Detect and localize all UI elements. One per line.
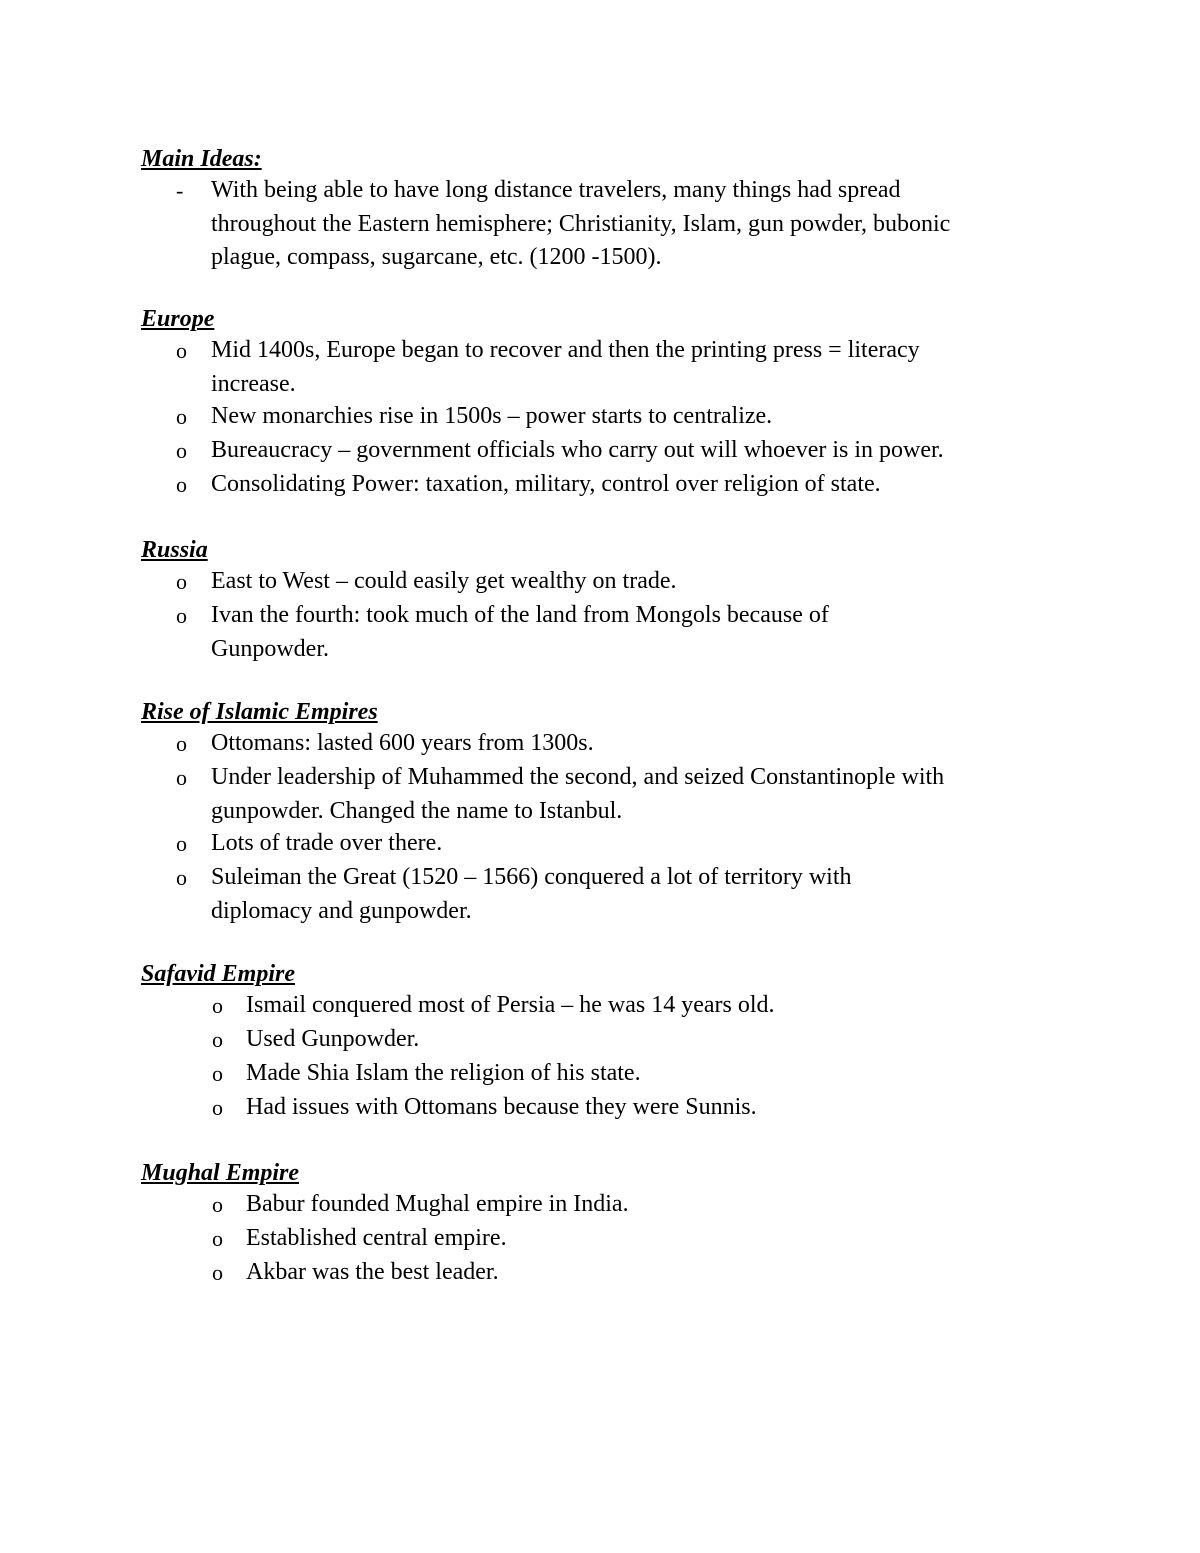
list-item (211, 334, 920, 401)
circle-bullet: o (176, 765, 187, 790)
list-item (246, 989, 775, 1023)
list-item (211, 565, 677, 599)
list-item (211, 861, 852, 928)
circle-bullet: o (212, 1226, 223, 1251)
list-item (211, 599, 829, 666)
circle-bullet: o (212, 1027, 223, 1052)
text-line: Suleiman the Great (1520 – 1566) conquered a lot of territory with (211, 864, 852, 890)
mughal-empire-heading: Mughal Empire (141, 1160, 300, 1186)
circle-bullet: o (176, 831, 187, 856)
circle-bullet: o (176, 731, 187, 756)
text-line: Lots of trade over there. (211, 830, 443, 856)
text-line: Babur founded Mughal empire in India. (246, 1191, 629, 1217)
text-line: Made Shia Islam the religion of his state. (246, 1060, 641, 1086)
circle-bullet: o (176, 472, 187, 497)
text-line: Under leadership of Muhammed the second, and seized Constantinople with (211, 764, 945, 790)
text-line: Bureaucracy – government officials who carry out will whoever is in power. (211, 437, 944, 463)
text-line: throughout the Eastern hemisphere; Christianity, Islam, gun powder, bubonic (211, 210, 951, 237)
text-line: Ismail conquered most of Persia – he was 14 years old. (246, 992, 775, 1018)
safavid-empire-heading: Safavid Empire (141, 961, 295, 987)
circle-bullet: o (176, 438, 187, 463)
text-line: East to West – could easily get wealthy on trade. (211, 568, 677, 594)
list-item (211, 434, 944, 468)
text-line: Ivan the fourth: took much of the land from Mongols because of (211, 602, 829, 628)
circle-bullet: o (176, 338, 187, 363)
circle-bullet: o (212, 1260, 223, 1285)
list-item (246, 1091, 757, 1125)
text-line: Had issues with Ottomans because they were Sunnis. (246, 1094, 757, 1120)
list-item (211, 727, 594, 761)
text-line: Gunpowder. (211, 635, 329, 662)
list-item (246, 1188, 629, 1222)
list-item (246, 1256, 499, 1290)
text-line: Akbar was the best leader. (246, 1259, 499, 1285)
text-line: Consolidating Power: taxation, military, control over religion of state. (211, 471, 881, 497)
list-item (211, 400, 772, 434)
islamic-empires-heading: Rise of Islamic Empires (141, 699, 378, 725)
circle-bullet: o (176, 404, 187, 429)
dash-bullet: - (176, 178, 184, 203)
text-line: Mid 1400s, Europe began to recover and then the printing press = literacy (211, 337, 920, 363)
text-line: With being able to have long distance travelers, many things had spread (211, 177, 901, 203)
list-item (246, 1023, 419, 1057)
text-line: gunpowder. Changed the name to Istanbul. (211, 797, 623, 824)
list-item (211, 827, 442, 861)
circle-bullet: o (212, 993, 223, 1018)
circle-bullet: o (212, 1192, 223, 1217)
text-line: diplomacy and gunpowder. (211, 897, 472, 924)
russia-heading: Russia (141, 537, 208, 563)
main-ideas-heading: Main Ideas: (141, 146, 262, 172)
circle-bullet: o (176, 603, 187, 628)
europe-heading: Europe (141, 306, 215, 332)
list-item (246, 1222, 507, 1256)
circle-bullet: o (212, 1095, 223, 1120)
list-item (211, 468, 881, 502)
list-item (246, 1057, 641, 1091)
text-line: Used Gunpowder. (246, 1026, 420, 1052)
text-line: plague, compass, sugarcane, etc. (1200 -1500). (211, 244, 662, 270)
circle-bullet: o (176, 569, 187, 594)
text-line: Ottomans: lasted 600 years from 1300s. (211, 730, 594, 756)
text-line: increase. (211, 370, 296, 397)
main-ideas-text (211, 174, 950, 275)
list-item (211, 761, 944, 828)
text-line: New monarchies rise in 1500s – power starts to centralize. (211, 403, 773, 429)
circle-bullet: o (212, 1061, 223, 1086)
circle-bullet: o (176, 865, 187, 890)
text-line: Established central empire. (246, 1225, 507, 1251)
